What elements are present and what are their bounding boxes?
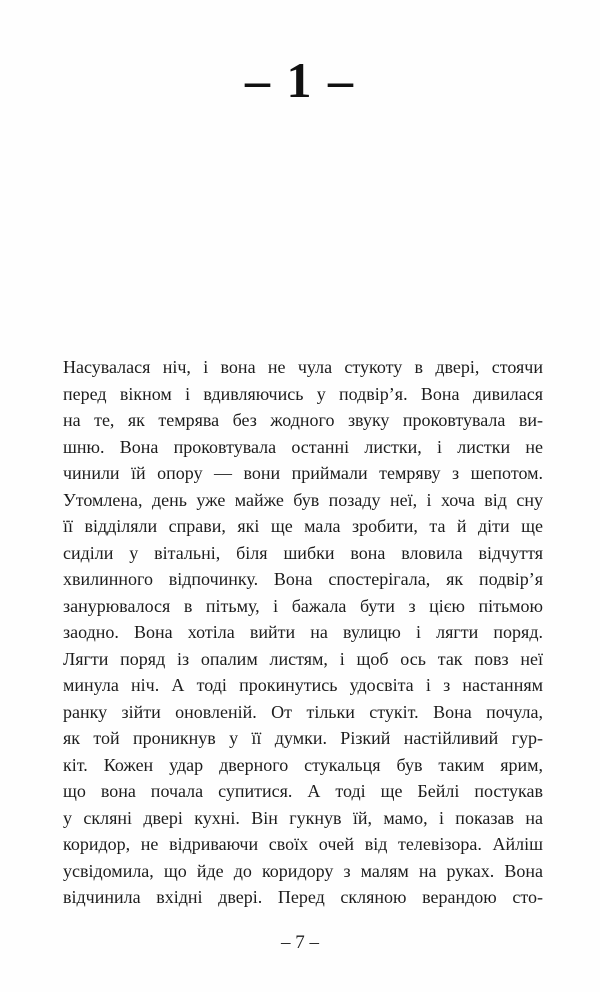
text-line: ранку зійти оновленій. От тільки стукіт. Вона почула, (63, 701, 543, 722)
text-line: хвилинного відпочинку. Вона спостерігала, як подвір’я (63, 569, 543, 589)
text-line: занурювалося в пітьму, і бажала бути з цією пітьмою (63, 595, 543, 616)
text-line: шню. Вона проковтувала останні листки, і листки не (63, 436, 543, 457)
chapter-heading: – 1 – (245, 52, 355, 108)
body-text (63, 354, 543, 911)
text-line: як той проникнув у її думки. Різкий настійливий гур- (63, 728, 543, 748)
text-line: у скляні двері кухні. Він гукнув їй, мамо, і показав на (63, 807, 543, 828)
text-line: чинили їй опору — вони приймали темряву з шепотом. (63, 463, 543, 483)
text-line: що вона почала супитися. А тоді ще Бейлі постукав (63, 781, 543, 801)
text-line: сиділи у вітальні, біля шибки вона вловила відчуття (63, 542, 543, 563)
text-line: кіт. Кожен удар дверного стукальця був таким ярим, (63, 754, 543, 775)
text-line: Насувалася ніч, і вона не чула стукоту в двері, стоячи (63, 357, 543, 377)
text-line: Утомлена, день уже майже був позаду неї, і хоча від сну (63, 489, 543, 510)
text-line: заодно. Вона хотіла вийти на вулицю і лягти поряд. (63, 622, 543, 642)
text-line: минула ніч. А тоді прокинутись удосвіта і з настанням (63, 675, 543, 695)
text-line: Лягти поряд із опалим листям, і щоб ось так повз неї (63, 648, 543, 669)
text-line: перед вікном і вдивляючись у подвір’я. Вона дивилася (63, 383, 543, 404)
text-line: усвідомила, що йде до коридору з малям на руках. Вона (63, 860, 543, 881)
text-line: коридор, не відриваючи своїх очей від телевізора. Айліш (63, 834, 543, 854)
text-line: її відділяли справи, які ще мала зробити, та й діти ще (63, 516, 543, 536)
text-line: на те, як темрява без жодного звуку проковтувала ви- (63, 410, 543, 430)
page-number: – 7 – (281, 932, 319, 953)
text-line: відчинила вхідні двері. Перед скляною верандою сто- (63, 887, 543, 907)
